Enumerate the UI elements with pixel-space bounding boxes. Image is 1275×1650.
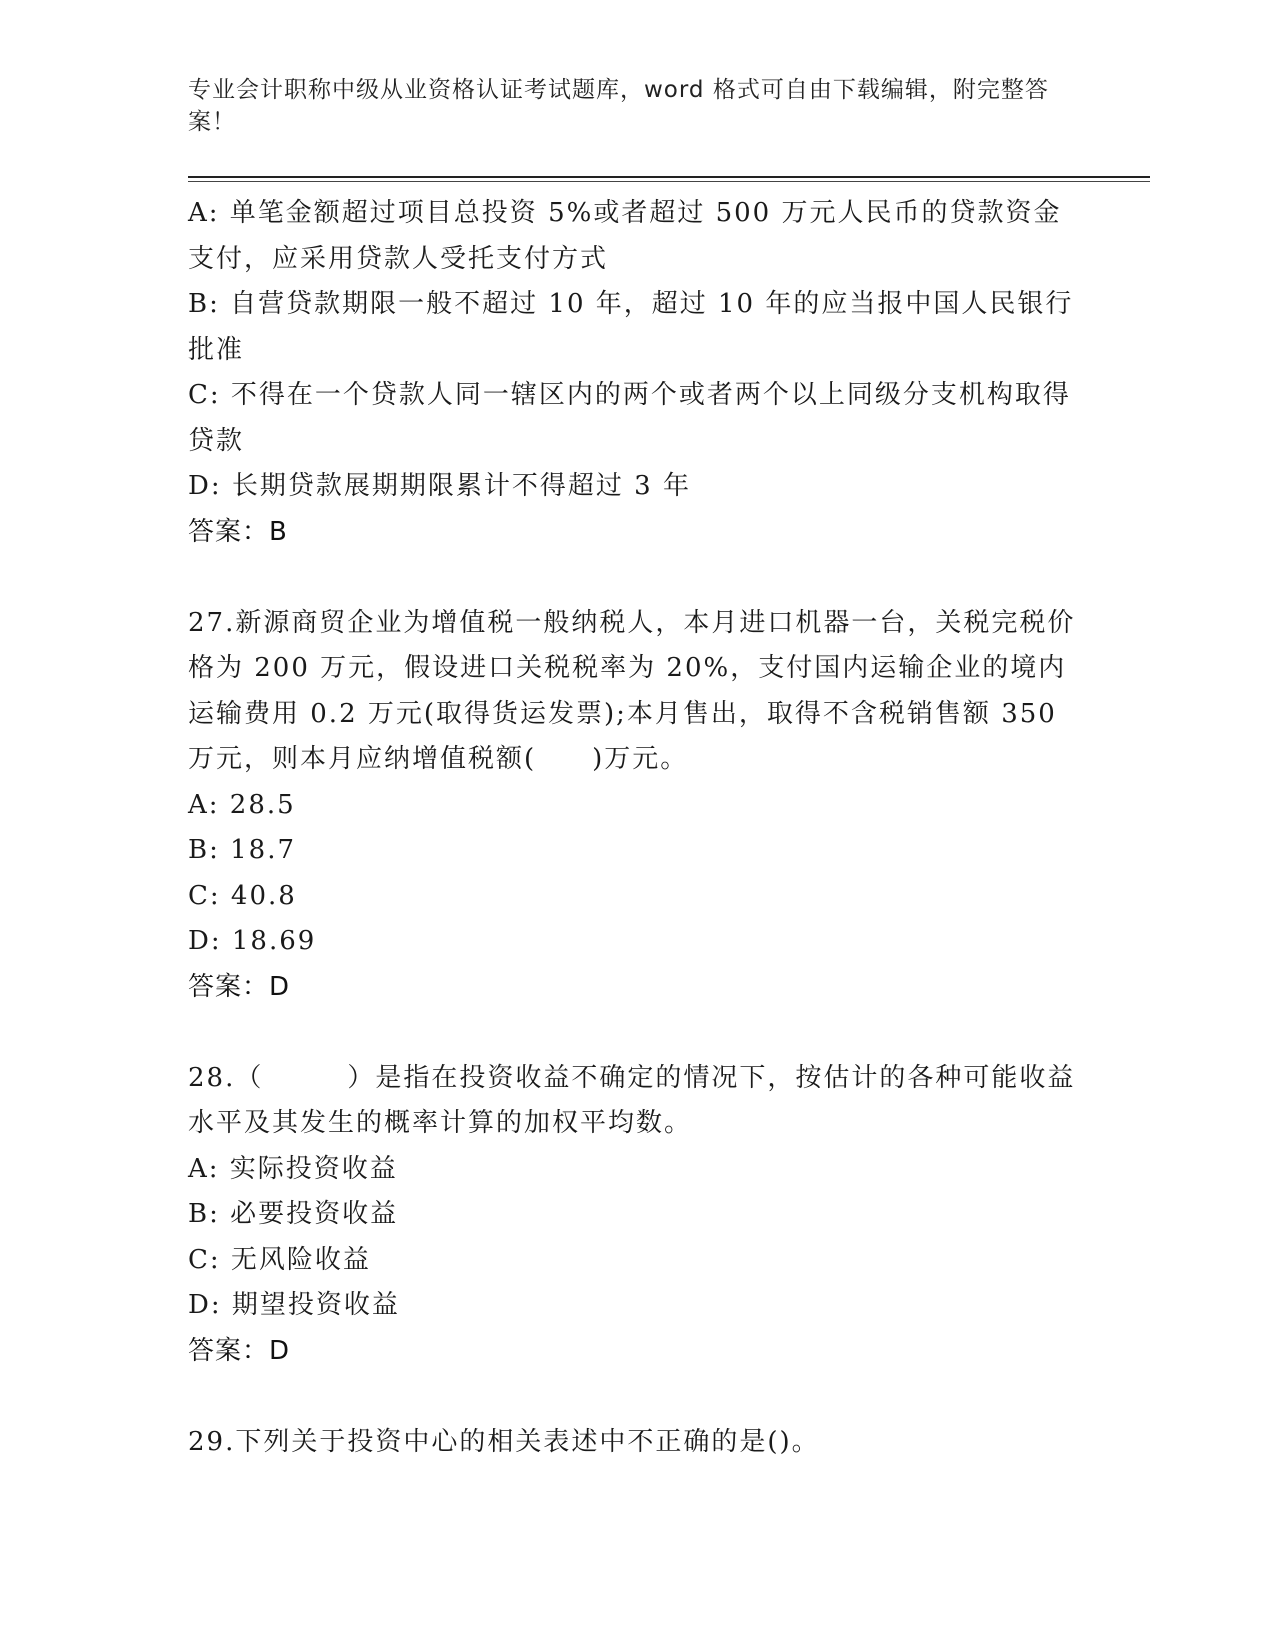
header-rule-thin xyxy=(188,181,1150,182)
option-d: D: 期望投资收益 xyxy=(188,1290,400,1320)
question-stem: 28.（ ）是指在投资收益不确定的情况下，按估计的各种可能收益水平及其发生的概率计算的加权平均数。 xyxy=(188,1062,1076,1138)
spacer xyxy=(188,555,1088,601)
option-b: B: 必要投资收益 xyxy=(188,1199,399,1229)
question-list xyxy=(188,191,1088,1465)
option-a: A: 实际投资收益 xyxy=(188,1153,398,1184)
answer-label: 答案：B xyxy=(188,516,288,547)
question-block-29 xyxy=(188,1420,1088,1466)
option-b: B: 自营贷款期限一般不超过 10 年，超过 10 年的应当报中国人民银行批准 xyxy=(188,289,1074,365)
header-text: 专业会计职称中级从业资格认证考试题库，word 格式可自由下载编辑，附完整答案！ xyxy=(188,77,1049,135)
document-header xyxy=(188,74,1068,138)
option-d: D: 18.69 xyxy=(188,926,317,956)
question-block-26 xyxy=(188,191,1088,555)
spacer xyxy=(188,1374,1088,1420)
option-a: A: 单笔金额超过项目总投资 5%或者超过 500 万元人民币的贷款资金支付，应采用贷款人受托支付方式 xyxy=(188,198,1062,274)
option-c: C: 无风险收益 xyxy=(188,1244,371,1275)
header-rule-thick xyxy=(188,176,1150,178)
spacer xyxy=(188,1010,1088,1056)
option-a: A: 28.5 xyxy=(188,789,296,820)
question-block-27 xyxy=(188,601,1088,1011)
option-d: D: 长期贷款展期期限累计不得超过 3 年 xyxy=(188,471,691,501)
option-c: C: 不得在一个贷款人同一辖区内的两个或者两个以上同级分支机构取得贷款 xyxy=(188,380,1071,456)
question-block-28 xyxy=(188,1056,1088,1375)
answer-label: 答案：D xyxy=(188,1335,291,1366)
answer-label: 答案：D xyxy=(188,971,291,1002)
question-stem: 29.下列关于投资中心的相关表述中不正确的是()。 xyxy=(188,1426,820,1457)
question-stem: 27.新源商贸企业为增值税一般纳税人，本月进口机器一台，关税完税价格为 200 万元，假设进口关税税率为 20%，支付国内运输企业的境内运输费用 0.2 万元(取得货运发票);本月售出，取得不含税销售额 350 万元，则本月应纳增值税额( )万元。 xyxy=(188,607,1076,774)
option-b: B: 18.7 xyxy=(188,835,297,865)
option-c: C: 40.8 xyxy=(188,880,297,911)
